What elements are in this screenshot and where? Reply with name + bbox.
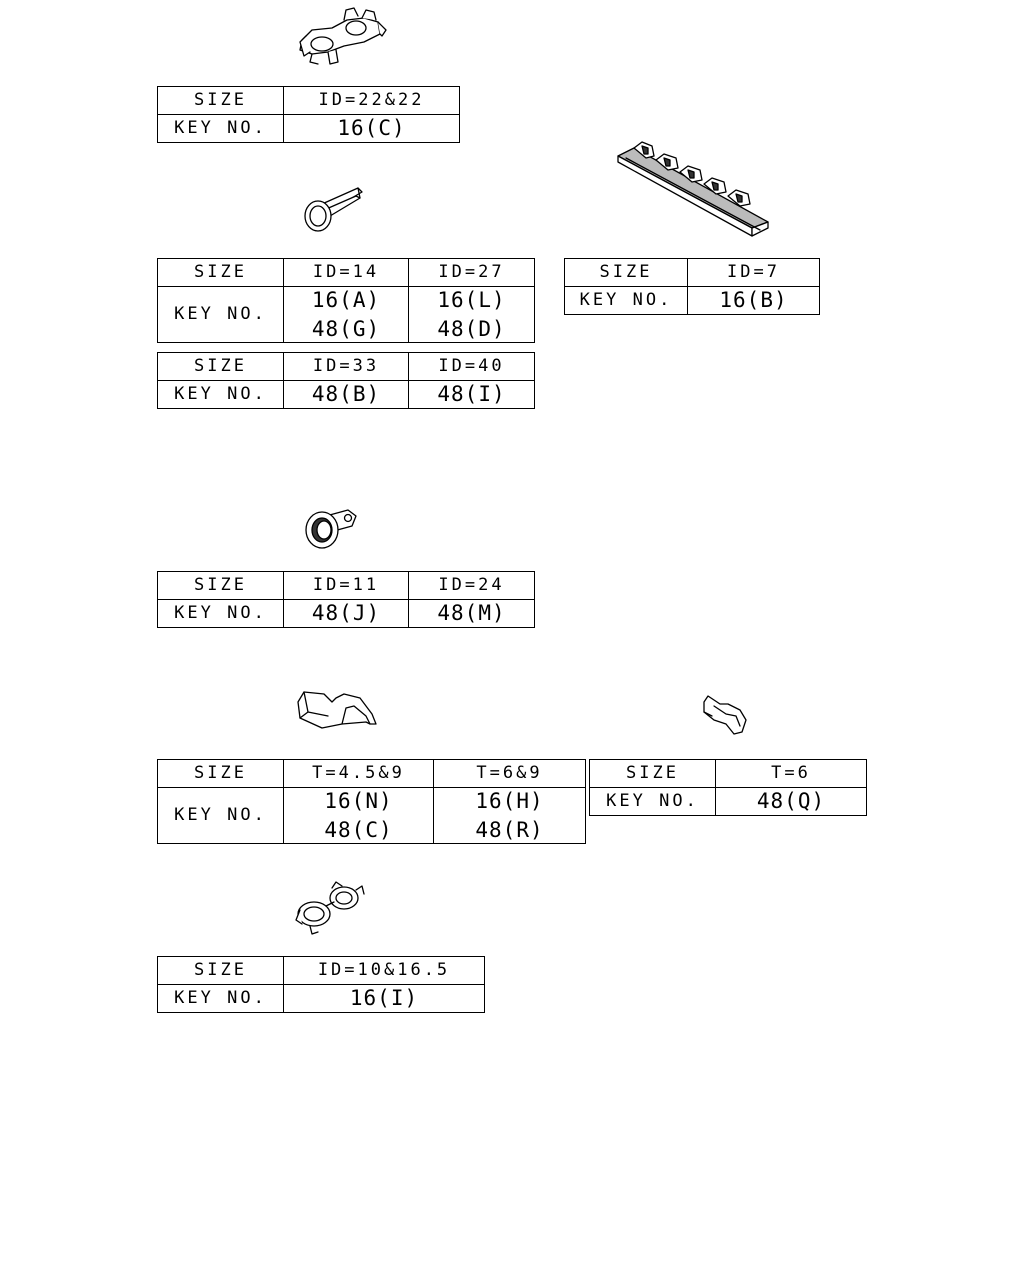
key-value: 16(I) (284, 985, 485, 1013)
key-value: 48(J) (284, 600, 409, 628)
key-value: 16(L) (437, 287, 506, 312)
key-value: 16(A) (311, 287, 381, 312)
key-no-label: KEY NO. (158, 115, 284, 143)
key-value: 48(D) (437, 316, 506, 341)
key-value: 16(H) (475, 788, 544, 813)
key-value: 48(Q) (716, 788, 867, 816)
size-value: ID=7 (688, 259, 820, 287)
size-value: ID=27 (409, 259, 535, 287)
spec-table-p-clip (157, 571, 535, 628)
size-label: SIZE (565, 259, 688, 287)
size-label: SIZE (158, 957, 284, 985)
size-value: ID=14 (284, 259, 409, 287)
size-label: SIZE (158, 572, 284, 600)
spec-table-band-clamp-b (157, 352, 535, 409)
size-value: T=6 (716, 760, 867, 788)
size-value: ID=22&22 (284, 87, 460, 115)
spec-table-band-clamp-a (157, 258, 535, 343)
key-value: 48(M) (409, 600, 535, 628)
size-label: SIZE (590, 760, 716, 788)
key-no-label: KEY NO. (158, 788, 284, 844)
key-value: 48(R) (475, 817, 544, 842)
key-value: 16(N) (324, 788, 393, 813)
size-value: ID=24 (409, 572, 535, 600)
multi-clip-rail-icon (612, 138, 776, 240)
size-value: ID=40 (409, 353, 535, 381)
key-value: 48(C) (324, 817, 393, 842)
key-value: 48(B) (284, 381, 409, 409)
spec-table-edge-clip (157, 759, 586, 844)
size-value: T=4.5&9 (284, 760, 434, 788)
key-value-cell (409, 287, 535, 343)
spec-table-double-clip-10 (157, 956, 485, 1013)
double-hose-clip-icon (292, 6, 392, 68)
key-value-cell (284, 788, 434, 844)
key-value: 16(B) (688, 287, 820, 315)
double-hose-clip-icon (292, 880, 370, 938)
spec-table-small-edge-clip (589, 759, 867, 816)
size-label: SIZE (158, 87, 284, 115)
edge-clip-icon (294, 688, 380, 732)
key-value-cell (284, 287, 409, 343)
band-clamp-icon (300, 184, 368, 236)
size-value: ID=33 (284, 353, 409, 381)
p-clip-icon (300, 504, 362, 552)
key-value: 48(G) (311, 316, 381, 341)
size-value: T=6&9 (434, 760, 586, 788)
key-no-label: KEY NO. (158, 287, 284, 343)
key-no-label: KEY NO. (158, 600, 284, 628)
key-value: 48(I) (409, 381, 535, 409)
key-no-label: KEY NO. (158, 381, 284, 409)
size-label: SIZE (158, 259, 284, 287)
spec-table-double-clip-22 (157, 86, 460, 143)
size-label: SIZE (158, 353, 284, 381)
size-label: SIZE (158, 760, 284, 788)
size-value: ID=10&16.5 (284, 957, 485, 985)
key-value-cell (434, 788, 586, 844)
small-edge-clip-icon (698, 694, 754, 740)
key-no-label: KEY NO. (158, 985, 284, 1013)
size-value: ID=11 (284, 572, 409, 600)
key-value: 16(C) (284, 115, 460, 143)
key-no-label: KEY NO. (590, 788, 716, 816)
spec-table-multi-clip-rail (564, 258, 820, 315)
key-no-label: KEY NO. (565, 287, 688, 315)
